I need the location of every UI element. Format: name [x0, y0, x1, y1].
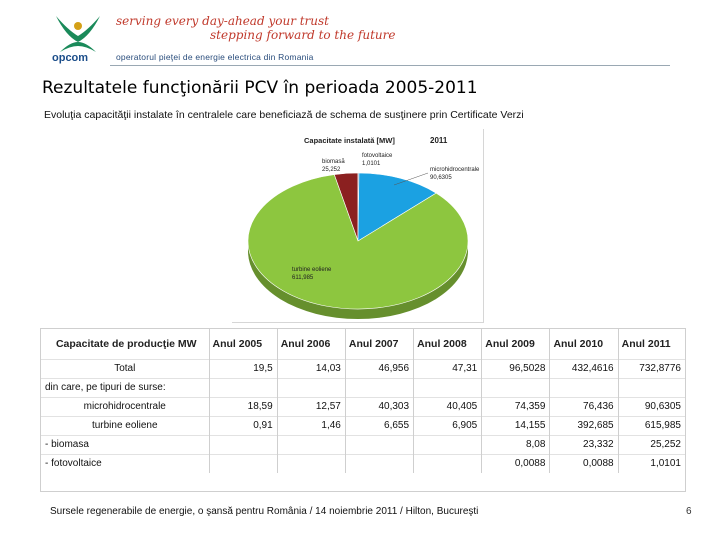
table-cell: 40,405 [414, 397, 482, 416]
table-cell [345, 435, 413, 454]
year-header: Anul 2011 [618, 329, 685, 359]
table-cell: 40,303 [345, 397, 413, 416]
table-cell: 615,985 [618, 416, 685, 435]
table-cell [482, 378, 550, 397]
table-cell [209, 435, 277, 454]
pie-label-biomasa: biomasă [322, 159, 345, 165]
table-cell: 14,03 [277, 359, 345, 378]
table-row [41, 359, 685, 378]
table-cell [345, 378, 413, 397]
pie-label-fotovoltaice: fotovoltaice [362, 153, 393, 159]
table-cell: 0,0088 [482, 454, 550, 473]
table-header-row [41, 329, 685, 359]
table-cell: 432,4616 [550, 359, 618, 378]
table-cell [550, 378, 618, 397]
table-row [41, 397, 685, 416]
year-header: Anul 2005 [209, 329, 277, 359]
pie-value-fotovoltaice: 1,0101 [362, 161, 381, 167]
table-row [41, 378, 685, 397]
table-cell: 14,155 [482, 416, 550, 435]
operator-text: operatorul pieţei de energie electrica din Romania [116, 52, 314, 62]
table-cell: 23,332 [550, 435, 618, 454]
table-cell: 1,0101 [618, 454, 685, 473]
footer-text: Sursele regenerabile de energie, o şansă pentru România / 14 noiembrie 2011 / Hilton, Bucureşti [50, 506, 479, 517]
pie-label-microhidrocentrale: microhidrocentrale [430, 167, 480, 173]
slogan-line-2: stepping forward to the future [210, 28, 396, 42]
pie-value-turbine-eoliene: 611,985 [292, 275, 314, 281]
table-cell: 47,31 [414, 359, 482, 378]
table-cell: 96,5028 [482, 359, 550, 378]
pie-value-biomasa: 25,252 [322, 167, 341, 173]
table-cell: 12,57 [277, 397, 345, 416]
header-divider [110, 65, 670, 66]
pie-chart [232, 129, 484, 323]
table-cell [414, 378, 482, 397]
table-cell: 46,956 [345, 359, 413, 378]
year-header: Anul 2010 [550, 329, 618, 359]
table-cell: 732,8776 [618, 359, 685, 378]
slide-subtitle: Evoluţia capacităţii instalate în centralele care beneficiază de schema de susţinere prin Certificate Verzi [44, 109, 524, 121]
chart-year-label: 2011 [430, 136, 448, 145]
table-row [41, 416, 685, 435]
year-header: Anul 2009 [482, 329, 550, 359]
table-cell [277, 435, 345, 454]
chart-title: Capacitate instalată [MW] [304, 136, 395, 145]
row-label: turbine eoliene [41, 416, 209, 435]
table-cell [209, 454, 277, 473]
year-header: Anul 2007 [345, 329, 413, 359]
table-cell: 19,5 [209, 359, 277, 378]
table-cell [277, 454, 345, 473]
row-label: - biomasa [41, 435, 209, 454]
table-cell [414, 435, 482, 454]
table-cell [209, 378, 277, 397]
row-label: microhidrocentrale [41, 397, 209, 416]
table-category-header: Capacitate de producţie MW [55, 337, 197, 350]
row-label: - fotovoltaice [41, 454, 209, 473]
year-header: Anul 2006 [277, 329, 345, 359]
table-row [41, 435, 685, 454]
table-cell: 6,655 [345, 416, 413, 435]
table-cell: 0,0088 [550, 454, 618, 473]
row-label: din care, pe tipuri de surse: [41, 378, 209, 397]
table-cell: 25,252 [618, 435, 685, 454]
table-cell: 90,6305 [618, 397, 685, 416]
slogan-line-1: serving every day-ahead your trust [116, 14, 330, 28]
table-cell: 392,685 [550, 416, 618, 435]
table-cell: 74,359 [482, 397, 550, 416]
capacity-table [40, 328, 686, 492]
year-header: Anul 2008 [414, 329, 482, 359]
table-row [41, 454, 685, 473]
page-number: 6 [686, 506, 692, 517]
table-cell: 18,59 [209, 397, 277, 416]
table-cell: 8,08 [482, 435, 550, 454]
table-cell: 0,91 [209, 416, 277, 435]
pie-value-microhidrocentrale: 90,6305 [430, 175, 452, 181]
table-cell: 6,905 [414, 416, 482, 435]
table-cell [414, 454, 482, 473]
row-label: Total [41, 359, 209, 378]
table-cell [618, 378, 685, 397]
table-cell [345, 454, 413, 473]
table-cell [277, 378, 345, 397]
table-cell: 76,436 [550, 397, 618, 416]
pie-label-turbine-eoliene: turbine eoliene [292, 267, 332, 273]
table-cell: 1,46 [277, 416, 345, 435]
slide-title: Rezultatele funcţionării PCV în perioada 2005-2011 [42, 78, 478, 98]
logo-text: opcom [52, 52, 89, 64]
